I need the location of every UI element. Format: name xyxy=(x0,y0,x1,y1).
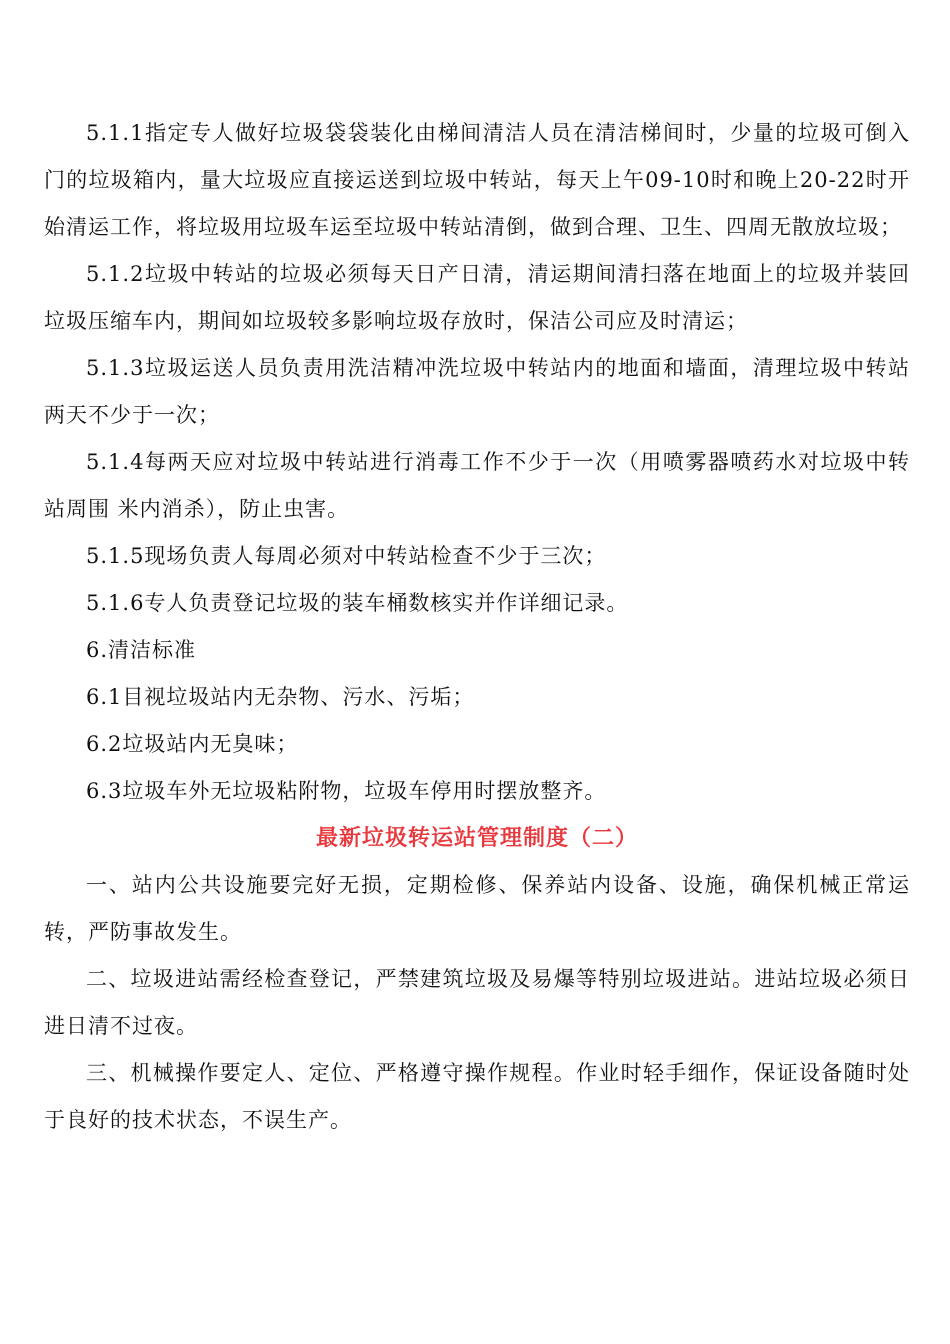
paragraph-5-1-4: 5.1.4每两天应对垃圾中转站进行消毒工作不少于一次（用喷雾器喷药水对垃圾中转站周围 米内消杀），防止虫害。 xyxy=(44,450,910,521)
paragraph-item-three: 三、机械操作要定人、定位、严格遵守操作规程。作业时轻手细作，保证设备随时处于良好的技术状态，不误生产。 xyxy=(44,1061,910,1132)
paragraph-6-1: 6.1目视垃圾站内无杂物、污水、污垢； xyxy=(86,685,475,709)
paragraph-6-3: 6.3垃圾车外无垃圾粘附物，垃圾车停用时摆放整齐。 xyxy=(86,779,607,803)
paragraph-6-2: 6.2垃圾站内无臭味； xyxy=(86,732,299,756)
paragraph-5-1-2: 5.1.2垃圾中转站的垃圾必须每天日产日清，清运期间清扫落在地面上的垃圾并装回垃圾压缩车内，期间如垃圾较多影响垃圾存放时，保洁公司应及时清运； xyxy=(44,262,910,333)
heading-cleaning-standard: 6.清洁标准 xyxy=(86,638,197,662)
paragraph-5-1-5: 5.1.5现场负责人每周必须对中转站检查不少于三次； xyxy=(86,544,607,568)
paragraph-item-two: 二、垃圾进站需经检查登记，严禁建筑垃圾及易爆等特别垃圾进站。进站垃圾必须日进日清不过夜。 xyxy=(44,967,910,1038)
paragraph-item-one: 一、站内公共设施要完好无损，定期检修、保养站内设备、设施，确保机械正常运转，严防事故发生。 xyxy=(44,873,910,944)
paragraph-5-1-1: 5.1.1指定专人做好垃圾袋袋装化由梯间清洁人员在清洁梯间时，少量的垃圾可倒入门的垃圾箱内，量大垃圾应直接运送到垃圾中转站，每天上午09-10时和晚上20-22时开始清运工作，将垃圾用垃圾车运至垃圾中转站清倒，做到合理、卫生、四周无散放垃圾； xyxy=(44,121,910,239)
paragraph-5-1-3: 5.1.3垃圾运送人员负责用洗洁精冲洗垃圾中转站内的地面和墙面，清理垃圾中转站两天不少于一次； xyxy=(44,356,910,427)
document-body xyxy=(44,110,910,1144)
paragraph-5-1-6: 5.1.6专人负责登记垃圾的装车桶数核实并作详细记录。 xyxy=(86,591,629,615)
section-title: 最新垃圾转运站管理制度（二） xyxy=(315,825,638,851)
